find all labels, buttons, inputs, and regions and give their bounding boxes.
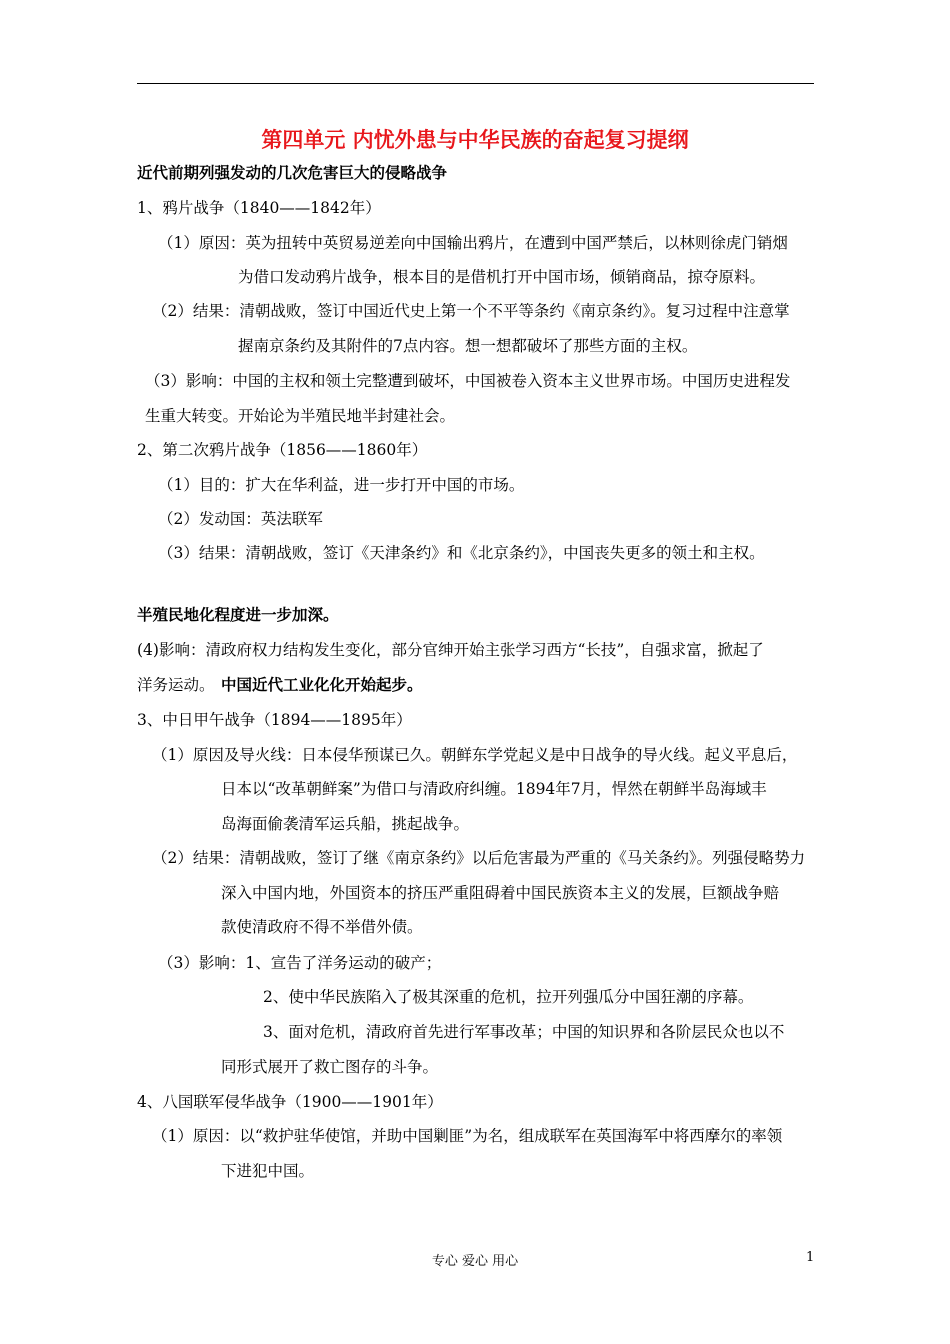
- section-heading: 近代前期列强发动的几次危害巨大的侵略战争: [137, 164, 448, 182]
- page-footer: 专心 爱心 用心: [431, 1254, 519, 1269]
- text-line: （2）结果：清朝战败，签订中国近代史上第一个不平等条约《南京条约》。复习过程中注意掌: [152, 302, 790, 320]
- text-line: 下进犯中国。: [221, 1162, 315, 1180]
- page-number: 1: [806, 1250, 815, 1265]
- text-line: （1）目的：扩大在华利益，进一步打开中国的市场。: [158, 476, 525, 494]
- text-line: 同形式展开了救亡图存的斗争。: [221, 1058, 439, 1076]
- text-line: 为借口发动鸦片战争，根本目的是借机打开中国市场，倾销商品，掠夺原料。: [238, 268, 766, 286]
- text-line: （1）原因：英为扭转中英贸易逆差向中国输出鸦片，在遭到中国严禁后，以林则徐虎门销烟: [158, 234, 788, 252]
- text-line: 握南京条约及其附件的7点内容。想一想都破坏了那些方面的主权。: [238, 337, 698, 355]
- document-title: 第四单元 内忧外患与中华民族的奋起复习提纲: [261, 128, 689, 152]
- bold-statement: 半殖民地化程度进一步加深。: [137, 606, 339, 624]
- text-line: 深入中国内地，外国资本的挤压严重阻碍着中国民族资本主义的发展，巨额战争赔: [221, 884, 780, 902]
- text-line: 洋务运动。: [137, 676, 215, 694]
- text-line: （3）影响：中国的主权和领土完整遭到破坏，中国被卷入资本主义世界市场。中国历史进程发: [145, 372, 791, 390]
- text-line: (4)影响：清政府权力结构发生变化，部分官绅开始主张学习西方“长技”，自强求富，掀起了: [137, 641, 764, 659]
- text-line: （1）原因及导火线：日本侵华预谋已久。朝鲜东学党起义是中日战争的导火线。起义平息后，: [152, 746, 798, 764]
- bold-statement: 中国近代工业化化开始起步。: [221, 676, 423, 694]
- text-line: （2）发动国：英法联军: [158, 510, 323, 528]
- text-line: （3）影响：1、宣告了洋务运动的破产；: [158, 954, 442, 972]
- text-line: 3、面对危机，清政府首先进行军事改革；中国的知识界和各阶层民众也以不: [263, 1023, 785, 1041]
- text-line: （3）结果：清朝战败，签订《天津条约》和《北京条约》，中国丧失更多的领土和主权。: [158, 544, 765, 562]
- item-1-heading: 1、鸦片战争（1840——1842年）: [137, 199, 381, 217]
- header-rule: [137, 83, 814, 84]
- text-line: （1）原因：以“救护驻华使馆，并助中国剿匪”为名，组成联军在英国海军中将西摩尔的率领: [152, 1127, 783, 1145]
- item-4-heading: 4、八国联军侵华战争（1900——1901年）: [137, 1093, 443, 1111]
- text-line: 款使清政府不得不举借外债。: [221, 918, 423, 936]
- text-line: 日本以“改革朝鲜案”为借口与清政府纠缠。1894年7月，悍然在朝鲜半岛海域丰: [221, 780, 767, 798]
- text-line: 2、使中华民族陷入了极其深重的危机，拉开列强瓜分中国狂潮的序幕。: [263, 988, 754, 1006]
- text-line: 生重大转变。开始论为半殖民地半封建社会。: [145, 407, 456, 425]
- text-line: （2）结果：清朝战败，签订了继《南京条约》以后危害最为严重的《马关条约》。列强侵略势力: [152, 849, 806, 867]
- text-line: 岛海面偷袭清军运兵船，挑起战争。: [221, 815, 470, 833]
- item-2-heading: 2、第二次鸦片战争（1856——1860年）: [137, 441, 428, 459]
- item-3-heading: 3、中日甲午战争（1894——1895年）: [137, 711, 412, 729]
